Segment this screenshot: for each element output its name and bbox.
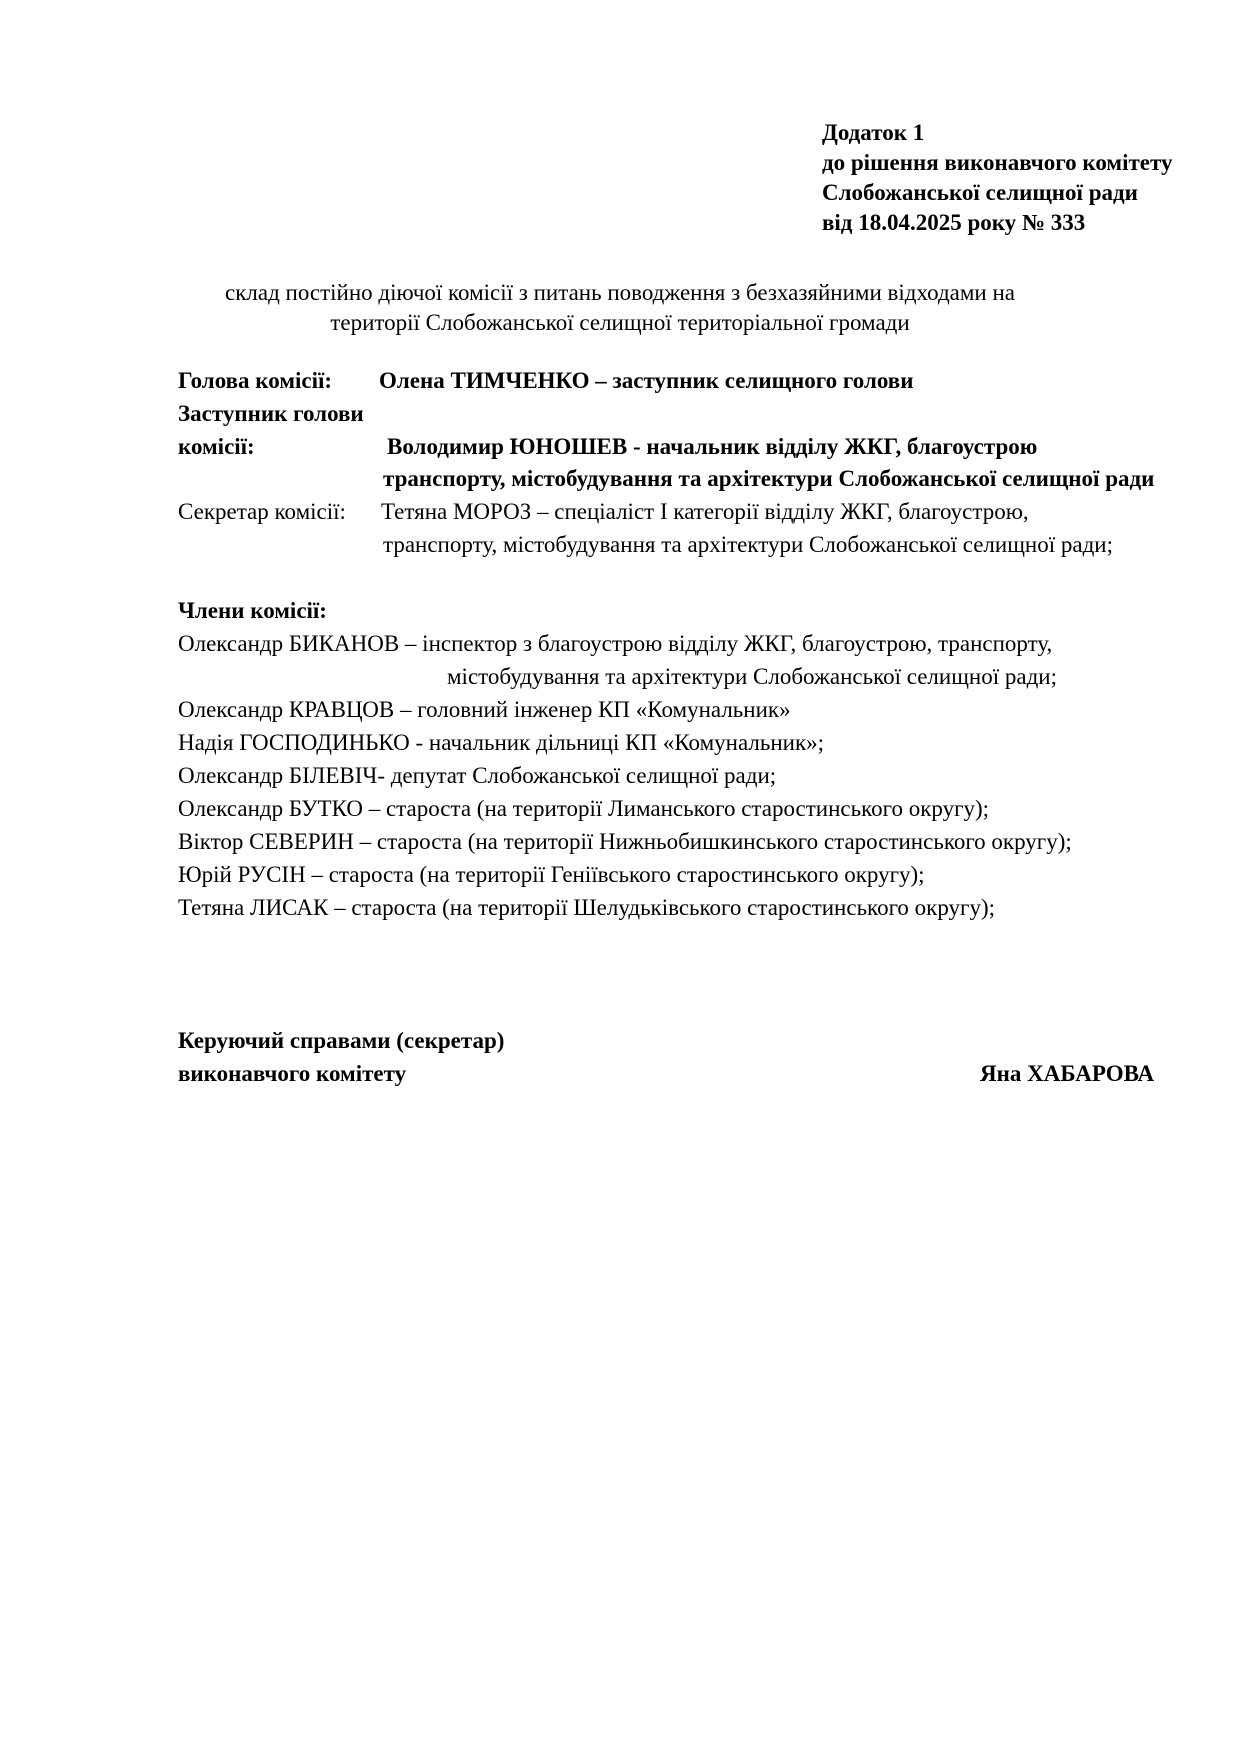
addendum-block [822, 118, 1172, 238]
addendum-date: від 18.04.2025 року № 333 [822, 210, 1086, 235]
member-item: Олександр БІЛЕВІЧ- депутат Слобожанської селищної ради; [178, 763, 777, 788]
secretary-label: Секретар комісії: [178, 499, 346, 524]
head-label: Голова комісії: [178, 368, 333, 393]
member-item: Олександр БУТКО – староста (на території Лиманського старостинського округу); [178, 796, 990, 821]
member-item: Надія ГОСПОДИНЬКО - начальник дільниці КП «Комунальник»; [178, 730, 825, 755]
secretary-text-line-2: транспорту, містобудування та архітектури Слобожанської селищної ради; [383, 532, 1113, 557]
member-item: Тетяна ЛИСАК – староста (на території Шелудьківського старостинського округу); [178, 895, 996, 920]
signature-name: Яна ХАБАРОВА [980, 1061, 1155, 1086]
addendum-council: Слобожанської селищної ради [822, 180, 1138, 205]
member-item: Олександр КРАВЦОВ – головний інженер КП «Комунальник» [178, 697, 791, 722]
deputy-text-line-1: Володимир ЮНОШЕВ - начальник відділу ЖКГ, благоустрою [387, 434, 1038, 459]
signature-title-line-1: Керуючий справами (секретар) [178, 1028, 505, 1053]
signature-title-line-2: виконавчого комітету [178, 1061, 407, 1086]
head-text: Олена ТИМЧЕНКО – заступник селищного голови [379, 368, 914, 393]
member-item: Віктор СЕВЕРИН – староста (на території Нижньобишкинського старостинського округу); [178, 829, 1072, 854]
deputy-label-line-2: комісії: [178, 434, 255, 459]
member-item: Юрій РУСІН – староста (на території Геніївського старостинського округу); [178, 862, 925, 887]
addendum-number: Додаток 1 [822, 120, 925, 145]
member-item: містобудування та архітектури Слобожанської селищної ради; [447, 664, 1057, 689]
members-heading: Члени комісії: [178, 598, 327, 623]
deputy-label-line-1: Заступник голови [178, 401, 364, 426]
document-title [0, 278, 1240, 338]
member-item: Олександр БИКАНОВ – інспектор з благоустрою відділу ЖКГ, благоустрою, транспорту, [178, 631, 1053, 656]
secretary-text-line-1: Тетяна МОРОЗ – спеціаліст І категорії відділу ЖКГ, благоустрою, [381, 499, 1029, 524]
deputy-text-line-2: транспорту, містобудування та архітектури Слобожанської селищної ради [383, 466, 1155, 491]
title-line-1: склад постійно діючої комісії з питань поводження з безхазяйними відходами на [225, 280, 1015, 305]
title-line-2: території Слобожанської селищної територіальної громади [330, 310, 910, 335]
addendum-decision: до рішення виконавчого комітету [822, 150, 1173, 175]
